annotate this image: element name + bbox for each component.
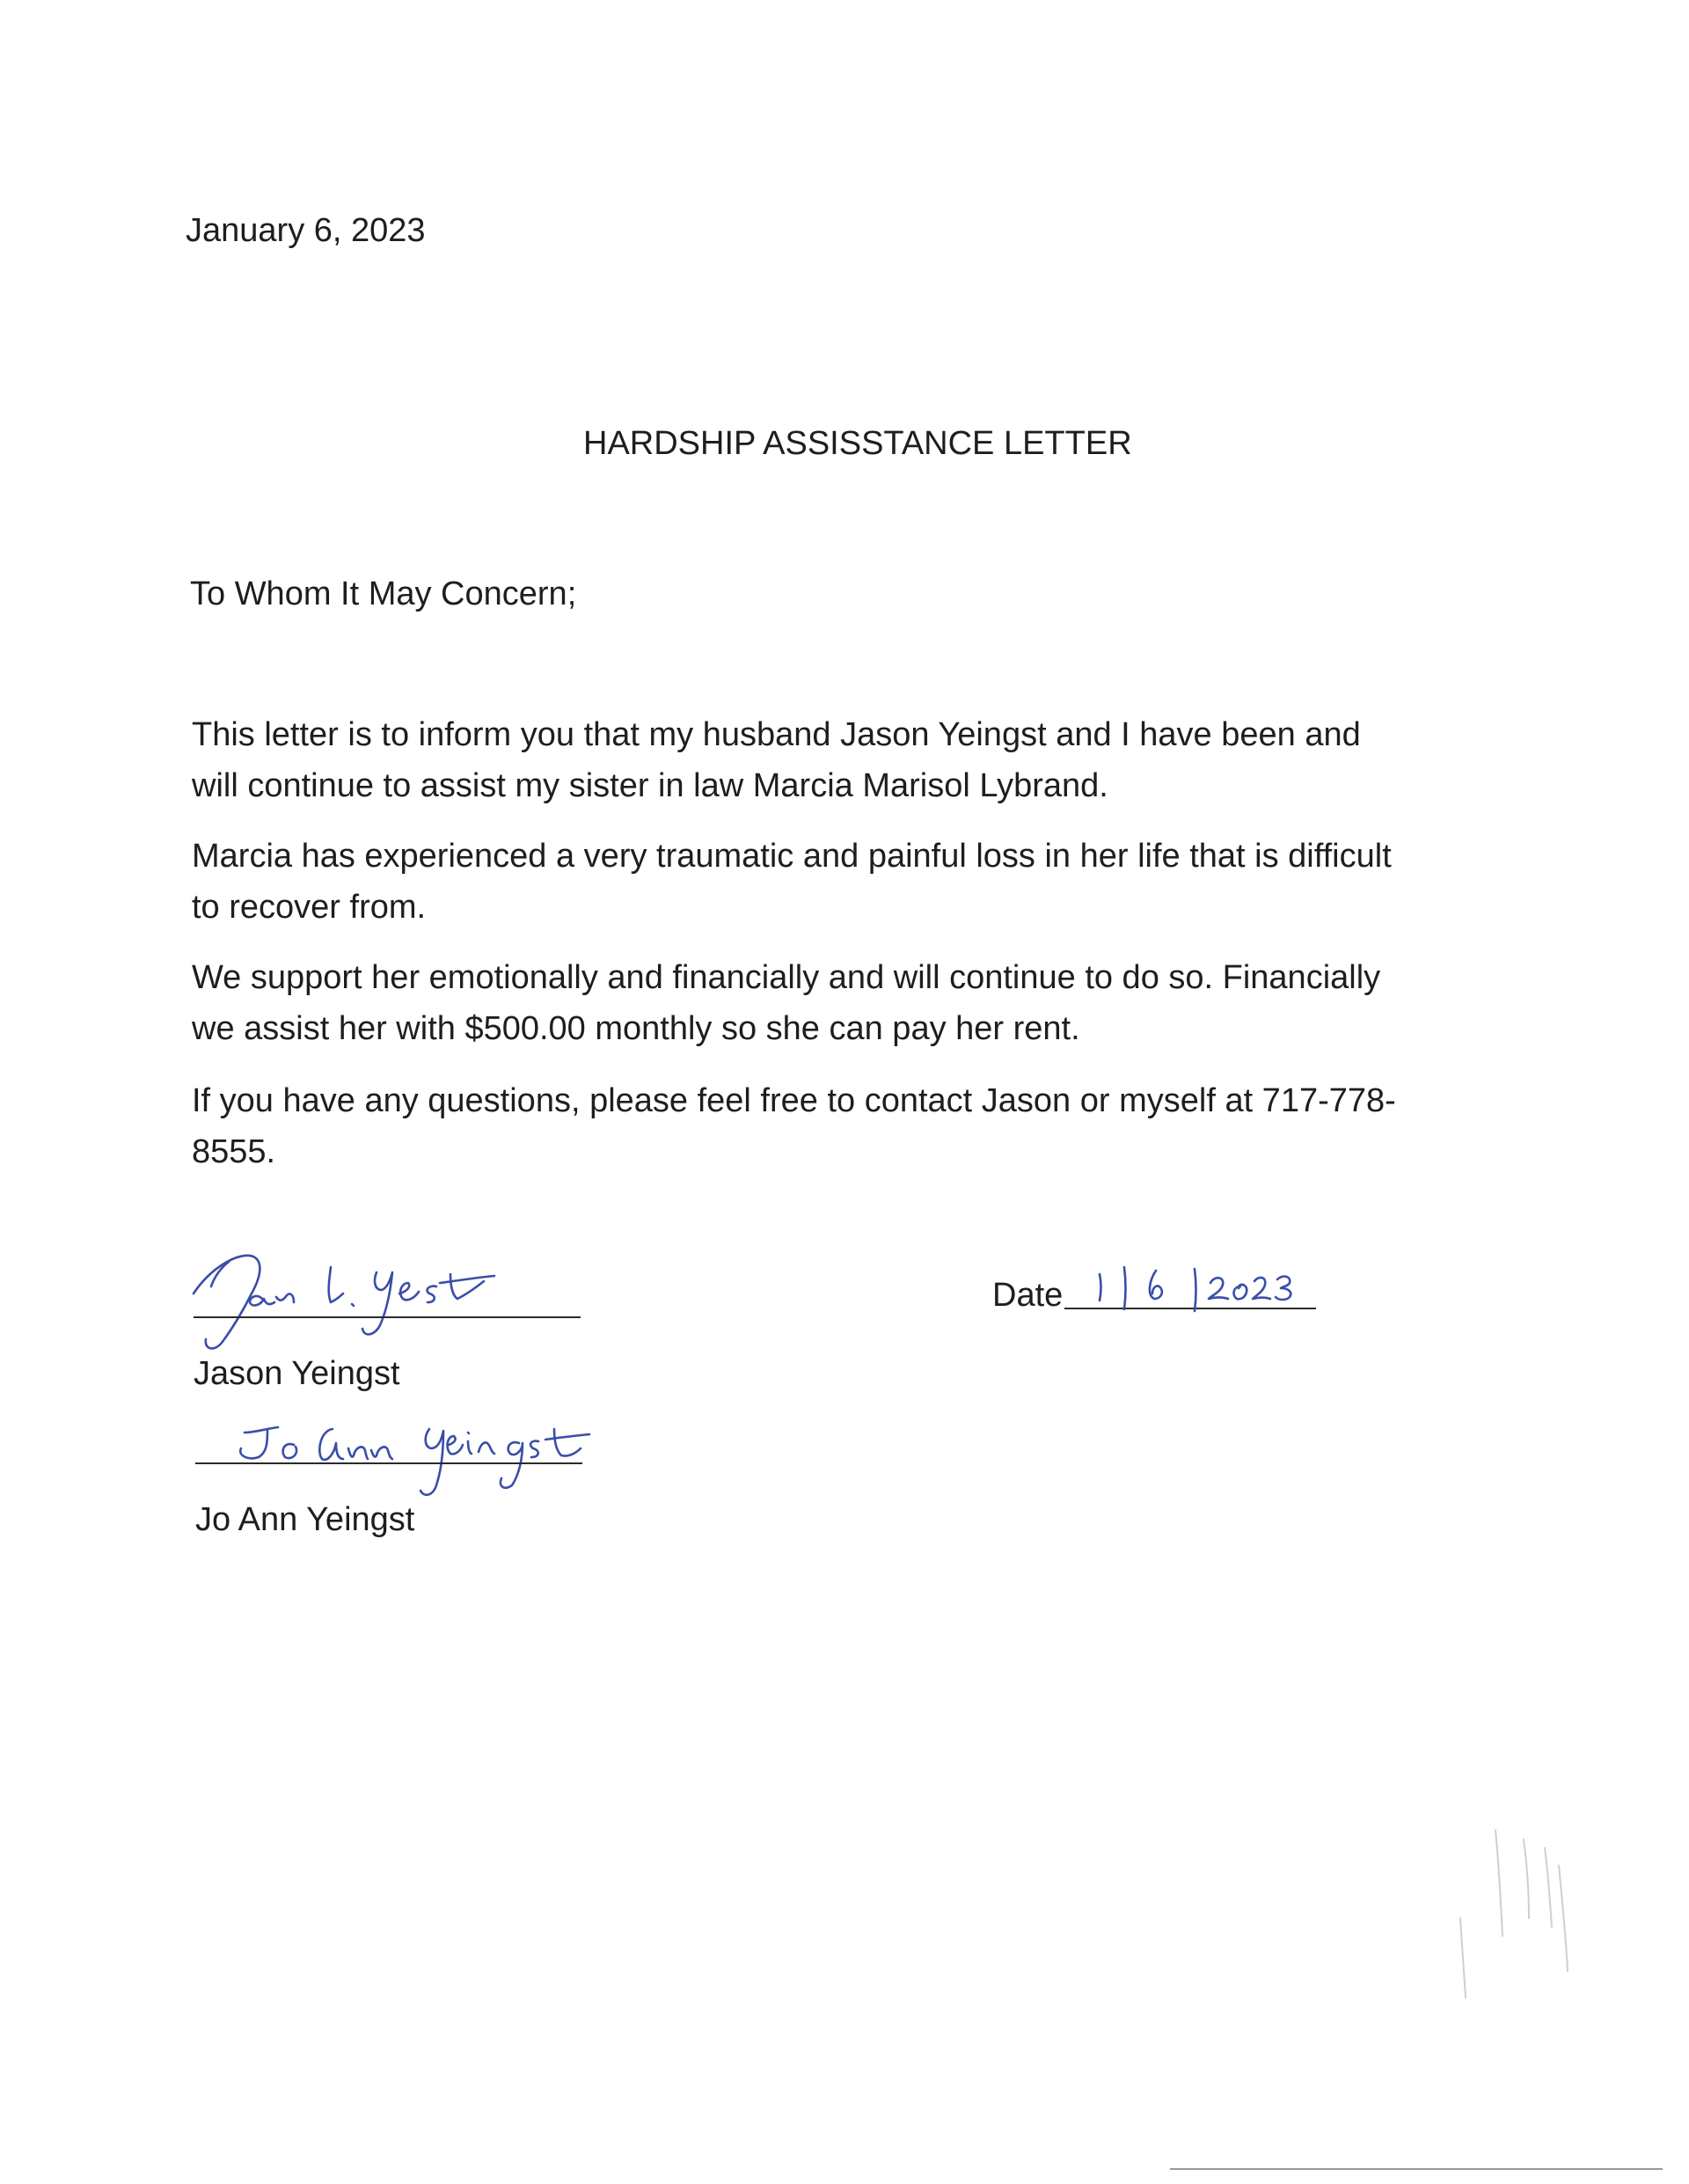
paragraph-2-line-2: to recover from. xyxy=(192,889,427,926)
signature-jo-ann-yeingst-handwriting xyxy=(229,1406,633,1503)
paragraph-4-line-2: 8555. xyxy=(192,1133,276,1170)
paragraph-4 xyxy=(192,1075,1396,1177)
paragraph-4-line-1: If you have any questions, please feel free to contact Jason or myself at 717-778- xyxy=(192,1082,1396,1119)
paragraph-3-line-1: We support her emotionally and financially and will continue to do so. Financially xyxy=(192,959,1381,996)
paragraph-2 xyxy=(192,831,1392,933)
date-label: Date xyxy=(992,1277,1064,1314)
paragraph-1-line-1: This letter is to inform you that my husband Jason Yeingst and I have been and xyxy=(192,716,1361,753)
paragraph-1-line-2: will continue to assist my sister in law Marcia Marisol Lybrand. xyxy=(192,767,1108,804)
signer-name-jo-ann: Jo Ann Yeingst xyxy=(195,1501,415,1538)
paragraph-1 xyxy=(192,709,1361,811)
letter-date: January 6, 2023 xyxy=(186,212,426,249)
paragraph-3-line-2: we assist her with $500.00 monthly so she can pay her rent. xyxy=(192,1010,1080,1047)
signature-line-jo-ann xyxy=(195,1462,582,1464)
signature-line-jason xyxy=(194,1316,581,1318)
signature-jason-yeingst-handwriting xyxy=(176,1241,563,1355)
letter-title: HARDSHIP ASSISSTANCE LETTER xyxy=(583,425,1132,462)
signer-name-jason: Jason Yeingst xyxy=(194,1355,400,1392)
salutation: To Whom It May Concern; xyxy=(190,575,577,612)
paragraph-3 xyxy=(192,952,1380,1054)
date-handwritten xyxy=(1082,1257,1328,1318)
paragraph-2-line-1: Marcia has experienced a very traumatic and painful loss in her life that is difficult xyxy=(192,838,1392,875)
scan-artifact-marks xyxy=(1425,1813,1601,2041)
scan-edge-line xyxy=(1170,2168,1663,2170)
